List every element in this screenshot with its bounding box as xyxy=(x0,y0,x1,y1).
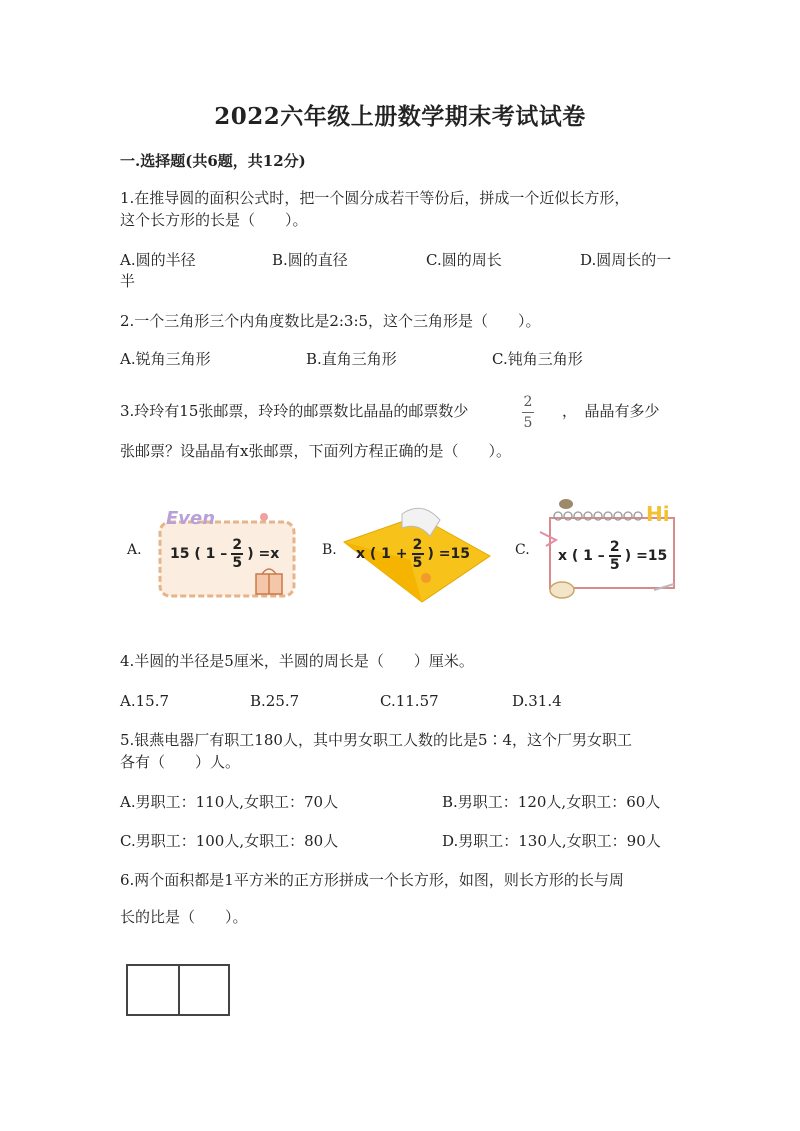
q3-fraction xyxy=(522,394,534,431)
q6-stem-line2: 长的比是（ ）。 xyxy=(120,908,248,926)
card-a-deco-text: Even xyxy=(166,508,216,529)
card-a-pre: 15 ( 1 – xyxy=(170,546,228,562)
page-title: 2022六年级上册数学期末考试试卷 xyxy=(214,103,586,130)
q3-stem-line2: 张邮票？设晶晶有x张邮票，下面列方程正确的是（ ）。 xyxy=(120,442,511,460)
card-c-deco-text: Hi xyxy=(646,502,670,526)
q3-card-b[interactable] xyxy=(340,500,492,604)
q6-rectangle-figure xyxy=(126,964,230,1016)
card-c-post: ) =15 xyxy=(624,548,668,564)
card-b-den: 5 xyxy=(412,555,423,571)
q2-option-b[interactable]: B.直角三角形 xyxy=(306,350,397,368)
card-a-post: ) =x xyxy=(247,546,280,562)
q4-option-d[interactable]: D.31.4 xyxy=(512,692,562,710)
q1-option-d[interactable]: D.圆周长的一 xyxy=(580,251,672,269)
card-c-fraction xyxy=(609,540,621,572)
q5-option-b[interactable]: B.男职工：120人,女职工：60人 xyxy=(442,793,661,811)
q6-divider-line xyxy=(178,966,180,1014)
card-b-post: ) =15 xyxy=(427,546,471,562)
card-b-num: 2 xyxy=(412,537,423,553)
card-b-fraction xyxy=(412,538,424,570)
q3-stem-line1b: ， 晶晶有多少 xyxy=(562,402,660,420)
q3-fraction-numerator: 2 xyxy=(523,394,533,410)
card-b-pre: x ( 1 + xyxy=(356,546,408,562)
q4-option-c[interactable]: C.11.57 xyxy=(380,692,439,710)
q3-card-a[interactable] xyxy=(152,508,300,602)
section-heading: 一.选择题(共6题，共12分) xyxy=(120,152,306,170)
q3-label-b[interactable]: B. xyxy=(322,542,337,558)
q5-stem-line2: 各有（ ）人。 xyxy=(120,753,241,771)
q5-stem-line1: 5.银燕电器厂有职工180人，其中男女职工人数的比是5∶4，这个厂男女职工 xyxy=(120,731,633,749)
q4-option-b[interactable]: B.25.7 xyxy=(250,692,300,710)
q4-stem: 4.半圆的半径是5厘米，半圆的周长是（ ）厘米。 xyxy=(120,652,474,670)
q3-fraction-denominator: 5 xyxy=(523,415,533,431)
bird-icon xyxy=(559,499,573,509)
q3-label-c[interactable]: C. xyxy=(515,542,530,558)
q5-option-d[interactable]: D.男职工：130人,女职工：90人 xyxy=(442,832,661,850)
q1-option-b[interactable]: B.圆的直径 xyxy=(272,251,348,269)
q4-option-a[interactable]: A.15.7 xyxy=(120,692,169,710)
q1-option-c[interactable]: C.圆的周长 xyxy=(426,251,502,269)
fraction-bar xyxy=(522,412,534,413)
card-a-fraction xyxy=(231,538,243,570)
q1-option-a[interactable]: A.圆的半径 xyxy=(120,251,196,269)
q1-option-d-cont: 半 xyxy=(120,272,136,290)
card-a-den: 5 xyxy=(232,555,243,571)
card-b-equation xyxy=(356,538,470,570)
card-a-equation xyxy=(170,538,279,570)
q3-label-a[interactable]: A. xyxy=(127,542,142,558)
q1-stem-line1: 1.在推导圆的面积公式时，把一个圆分成若干等份后，拼成一个近似长方形， xyxy=(120,189,630,207)
q2-stem: 2.一个三角形三个内角度数比是2:3:5，这个三角形是（ ）。 xyxy=(120,312,541,330)
card-c-num: 2 xyxy=(609,539,620,555)
q5-option-c[interactable]: C.男职工：100人,女职工：80人 xyxy=(120,832,339,850)
q6-stem-line1: 6.两个面积都是1平方米的正方形拼成一个长方形，如图，则长方形的长与周 xyxy=(120,871,624,889)
card-a-num: 2 xyxy=(232,537,243,553)
card-c-den: 5 xyxy=(609,557,620,573)
q2-option-c[interactable]: C.钝角三角形 xyxy=(492,350,583,368)
q3-stem-line1a: 3.玲玲有15张邮票，玲玲的邮票数比晶晶的邮票数少 xyxy=(120,402,469,420)
q5-option-a[interactable]: A.男职工：110人,女职工：70人 xyxy=(120,793,339,811)
q3-card-c[interactable] xyxy=(536,494,686,606)
q2-option-a[interactable]: A.锐角三角形 xyxy=(120,350,211,368)
teacup-icon xyxy=(550,582,574,598)
card-c-pre: x ( 1 – xyxy=(558,548,605,564)
card-c-equation xyxy=(558,540,667,572)
q1-stem-line2: 这个长方形的长是（ ）。 xyxy=(120,211,308,229)
